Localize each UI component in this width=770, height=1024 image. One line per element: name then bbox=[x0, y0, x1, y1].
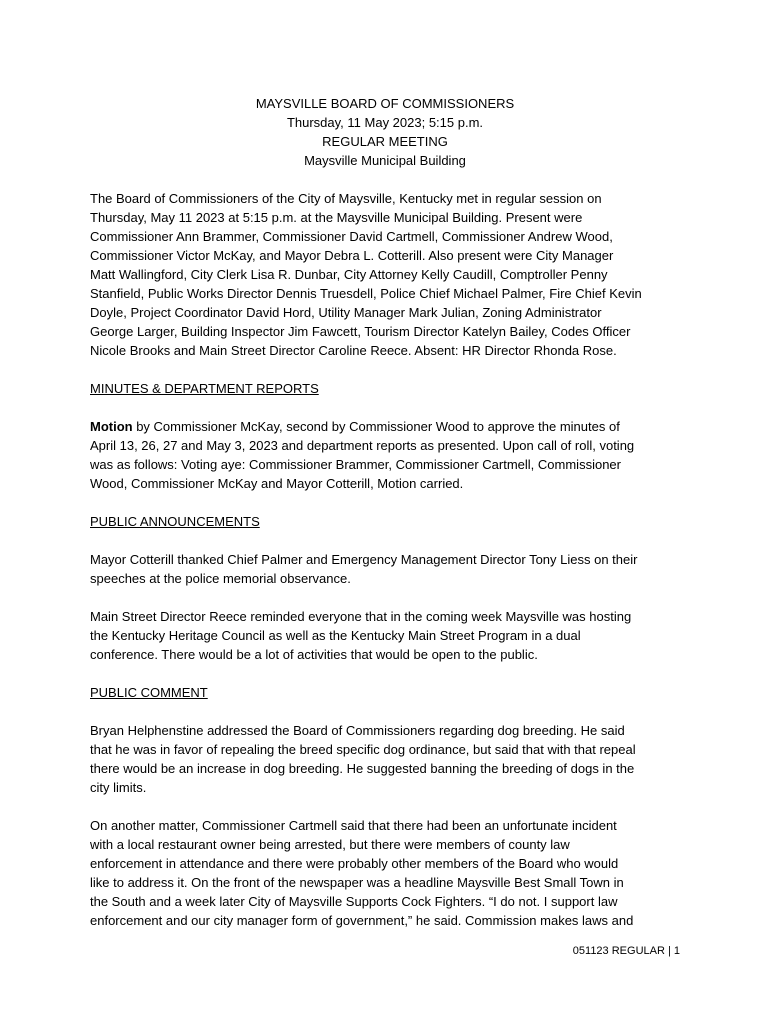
page-footer: 051123 REGULAR | 1 bbox=[572, 945, 680, 957]
text-line: enforcement in attendance and there were probably other members of the Board who would bbox=[90, 856, 619, 871]
text-line: Mayor Cotterill thanked Chief Palmer and Emergency Management Director Tony Liess on their bbox=[90, 552, 638, 567]
motion-label: Motion bbox=[90, 419, 133, 434]
announcement-paragraph bbox=[90, 550, 690, 588]
text-line: that he was in favor of repealing the breed specific dog ordinance, but said that with that repeal bbox=[90, 742, 636, 757]
motion-paragraph bbox=[90, 417, 690, 493]
text-line: Wood, Commissioner McKay and Mayor Cotterill, Motion carried. bbox=[90, 476, 464, 491]
section-heading-minutes: MINUTES & DEPARTMENT REPORTS bbox=[90, 381, 319, 396]
meeting-date: Thursday, 11 May 2023; 5:15 p.m. bbox=[286, 115, 484, 130]
comment-paragraph bbox=[90, 816, 690, 930]
announcement-paragraph bbox=[90, 607, 690, 664]
text-line: Doyle, Project Coordinator David Hord, Utility Manager Mark Julian, Zoning Administrator bbox=[90, 305, 602, 320]
text-line: Nicole Brooks and Main Street Director Caroline Reece. Absent: HR Director Rhonda Rose. bbox=[90, 343, 617, 358]
text-line: with a local restaurant owner being arrested, but there were members of county law bbox=[90, 837, 570, 852]
text-line: Commissioner Ann Brammer, Commissioner David Cartmell, Commissioner Andrew Wood, bbox=[90, 229, 613, 244]
meeting-type: REGULAR MEETING bbox=[322, 134, 448, 149]
text-line: Main Street Director Reece reminded everyone that in the coming week Maysville was hosting bbox=[90, 609, 632, 624]
text-line: On another matter, Commissioner Cartmell said that there had been an unfortunate incident bbox=[90, 818, 617, 833]
minutes-body bbox=[90, 189, 690, 949]
text-line: city limits. bbox=[90, 780, 147, 795]
motion-text: by Commissioner McKay, second by Commissioner Wood to approve the minutes of bbox=[132, 419, 620, 434]
text-line: Bryan Helphenstine addressed the Board of Commissioners regarding dog breeding. He said bbox=[90, 723, 625, 738]
text-line: Commissioner Victor McKay, and Mayor Debra L. Cotterill. Also present were City Manager bbox=[90, 248, 614, 263]
text-line: Matt Wallingford, City Clerk Lisa R. Dunbar, City Attorney Kelly Caudill, Comptroller Penny bbox=[90, 267, 608, 282]
text-line: speeches at the police memorial observance. bbox=[90, 571, 351, 586]
board-title: MAYSVILLE BOARD OF COMMISSIONERS bbox=[255, 96, 515, 111]
text-line: was as follows: Voting aye: Commissioner Brammer, Commissioner Cartmell, Commissioner bbox=[90, 457, 621, 472]
meeting-location: Maysville Municipal Building bbox=[304, 153, 466, 168]
text-line: there would be an increase in dog breeding. He suggested banning the breeding of dogs in the bbox=[90, 761, 635, 776]
text-line: like to address it. On the front of the newspaper was a headline Maysville Best Small Town in bbox=[90, 875, 624, 890]
attendance-paragraph bbox=[90, 189, 690, 360]
section-heading-public-comment: PUBLIC COMMENT bbox=[90, 685, 208, 700]
minutes-header bbox=[90, 94, 680, 170]
section-heading-announcements: PUBLIC ANNOUNCEMENTS bbox=[90, 514, 260, 529]
text-line: April 13, 26, 27 and May 3, 2023 and department reports as presented. Upon call of roll, voting bbox=[90, 438, 635, 453]
text-line bbox=[90, 417, 690, 436]
text-line: George Larger, Building Inspector Jim Fawcett, Tourism Director Katelyn Bailey, Codes Officer bbox=[90, 324, 631, 339]
text-line: enforcement and our city manager form of government,” he said. Commission makes laws and bbox=[90, 913, 634, 928]
text-line: The Board of Commissioners of the City of Maysville, Kentucky met in regular session on bbox=[90, 191, 602, 206]
text-line: Thursday, May 11 2023 at 5:15 p.m. at the Maysville Municipal Building. Present were bbox=[90, 210, 583, 225]
text-line: the Kentucky Heritage Council as well as the Kentucky Main Street Program in a dual bbox=[90, 628, 581, 643]
comment-paragraph bbox=[90, 721, 690, 797]
text-line: conference. There would be a lot of activities that would be open to the public. bbox=[90, 647, 538, 662]
text-line: Stanfield, Public Works Director Dennis Truesdell, Police Chief Michael Palmer, Fire Chief Kevin bbox=[90, 286, 642, 301]
text-line: the South and a week later City of Maysville Supports Cock Fighters. “I do not. I support law bbox=[90, 894, 618, 909]
